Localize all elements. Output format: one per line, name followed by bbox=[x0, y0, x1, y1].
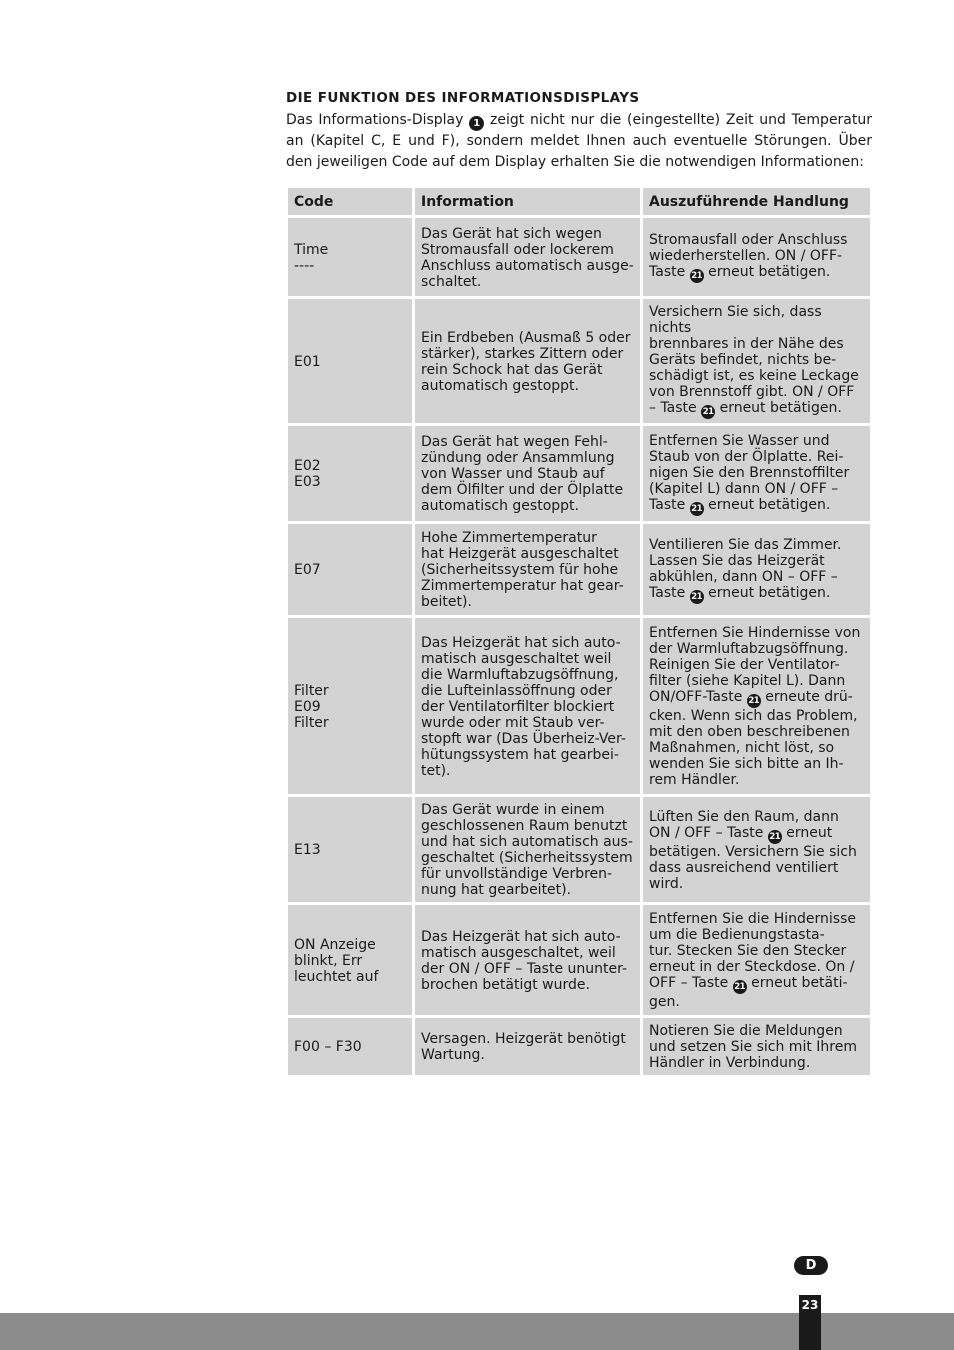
information-cell: Das Gerät hat sich wegen Stromausfall oder lockerem Anschluss automatisch ausge- schaltet. bbox=[415, 218, 640, 296]
table-row bbox=[288, 1018, 870, 1075]
button-ref-badge: 21 bbox=[691, 591, 703, 602]
code-cell: Time ---- bbox=[288, 218, 412, 296]
action-cell bbox=[643, 524, 870, 615]
information-cell: Hohe Zimmertemperatur hat Heizgerät ausgeschaltet (Sicherheitssystem für hohe Zimmertemperatur hat gear- beitet). bbox=[415, 524, 640, 615]
button-ref-badge: 21 bbox=[769, 831, 781, 842]
action-text: erneut betätigen. Versichern Sie sich dass ausreichend ventiliert wird. bbox=[649, 824, 857, 892]
intro-paragraph bbox=[286, 110, 872, 172]
table-row bbox=[288, 218, 870, 296]
display-number-badge: 1 bbox=[469, 116, 484, 131]
information-cell: Das Gerät hat wegen Fehl- zündung oder Ansammlung von Wasser und Staub auf dem Ölfilter und der Ölplatte automatisch gestoppt. bbox=[415, 426, 640, 521]
table-row bbox=[288, 618, 870, 794]
table-row bbox=[288, 524, 870, 615]
action-text: erneut betätigen. bbox=[715, 400, 842, 416]
information-cell: Das Heizgerät hat sich auto- matisch ausgeschaltet, weil der ON / OFF – Taste ununter- brochen betätigt wurde. bbox=[415, 905, 640, 1015]
table-row bbox=[288, 905, 870, 1015]
action-text: erneute drü- cken. Wenn sich das Problem, mit den oben beschreibenen Maßnahmen, nicht löst, so wenden Sie sich bitte an Ih- rem Händler. bbox=[649, 689, 858, 788]
table-row bbox=[288, 299, 870, 423]
information-cell: Das Heizgerät hat sich auto- matisch ausgeschaltet weil die Warmluftabzugsöffnung, die Lufteinlassöffnung oder der Ventilatorfilter blockiert wurde oder mit Staub ver- stopft war (Das Überheiz-Ver- hütungssystem hat gearbei- tet). bbox=[415, 618, 640, 794]
action-text: Entfernen Sie Hindernisse von der Warmluftabzugsöffnung. Reinigen Sie der Ventilator- filter (siehe Kapitel L). Dann ON/OFF-Taste bbox=[649, 625, 861, 705]
action-text: erneut betätigen. bbox=[703, 584, 831, 601]
header-action: Auszuführende Handlung bbox=[643, 188, 870, 215]
error-code-table bbox=[285, 185, 873, 1078]
code-cell: E01 bbox=[288, 299, 412, 423]
action-cell bbox=[643, 905, 870, 1015]
action-cell: Notieren Sie die Meldungen und setzen Sie sich mit Ihrem Händler in Verbindung. bbox=[643, 1018, 870, 1075]
code-cell: F00 – F30 bbox=[288, 1018, 412, 1075]
action-text: Lüften Sie den Raum, dann ON / OFF – Taste bbox=[649, 808, 839, 841]
code-cell: E07 bbox=[288, 524, 412, 615]
action-text: Versichern Sie sich, dass nichts brennbares in der Nähe des Geräts befindet, nichts be- schädigt ist, es keine Leckage von Brennstoff gibt. ON / OFF – Taste bbox=[649, 304, 859, 416]
intro-text-after: zeigt nicht nur die (eingestellte) Zeit und Temperatur an (Kapitel C, E und F), sondern meldet Ihnen auch eventuelle Störungen. Über den jeweiligen Code auf dem Display erhalten Sie die notwendigen Informationen: bbox=[286, 112, 873, 170]
action-text: Stromausfall oder Anschluss wiederherstellen. ON / OFF- Taste bbox=[649, 232, 848, 280]
button-ref-badge: 21 bbox=[748, 696, 760, 706]
table-row bbox=[288, 797, 870, 902]
button-ref-badge: 21 bbox=[691, 271, 703, 281]
code-cell: ON Anzeige blinkt, Err leuchtet auf bbox=[288, 905, 412, 1015]
section-title: DIE FUNKTION DES INFORMATIONSDISPLAYS bbox=[286, 90, 640, 106]
button-ref-badge: 21 bbox=[691, 503, 703, 514]
action-text: Entfernen Sie Wasser und Staub von der Ölplatte. Rei- nigen Sie den Brennstoffilter (Kapitel L) dann ON / OFF – Taste bbox=[649, 432, 850, 513]
language-badge: D bbox=[794, 1256, 828, 1275]
action-cell bbox=[643, 299, 870, 423]
information-cell: Das Gerät wurde in einem geschlossenen Raum benutzt und hat sich automatisch aus- geschaltet (Sicherheitssystem für unvollständige Verbren- nung hat gearbeitet). bbox=[415, 797, 640, 902]
code-cell: Filter E09 Filter bbox=[288, 618, 412, 794]
action-cell bbox=[643, 426, 870, 521]
action-cell bbox=[643, 618, 870, 794]
action-text: Entfernen Sie die Hindernisse um die Bedienungstasta- tur. Stecken Sie den Stecker erneut in der Steckdose. On / OFF – Taste bbox=[649, 911, 857, 991]
intro-text-before: Das Informations-Display bbox=[286, 112, 470, 128]
header-information: Information bbox=[415, 188, 640, 215]
information-cell: Ein Erdbeben (Ausmaß 5 oder stärker), starkes Zittern oder rein Schock hat das Gerät automatisch gestoppt. bbox=[415, 299, 640, 423]
table-row bbox=[288, 426, 870, 521]
action-cell bbox=[643, 218, 870, 296]
button-ref-badge: 21 bbox=[702, 407, 714, 417]
action-text: Ventilieren Sie das Zimmer. Lassen Sie das Heizgerät abkühlen, dann ON – OFF – Taste bbox=[649, 536, 842, 601]
header-code: Code bbox=[288, 188, 412, 215]
page-number: 23 bbox=[799, 1295, 821, 1350]
button-ref-badge: 21 bbox=[734, 982, 746, 992]
action-cell bbox=[643, 797, 870, 902]
action-text: erneut betätigen. bbox=[703, 496, 831, 513]
information-cell: Versagen. Heizgerät benötigt Wartung. bbox=[415, 1018, 640, 1075]
action-text: erneut betäti- gen. bbox=[649, 975, 848, 1010]
action-text: erneut betätigen. bbox=[703, 264, 831, 280]
code-cell: E02 E03 bbox=[288, 426, 412, 521]
table-header-row bbox=[288, 188, 870, 215]
code-cell: E13 bbox=[288, 797, 412, 902]
